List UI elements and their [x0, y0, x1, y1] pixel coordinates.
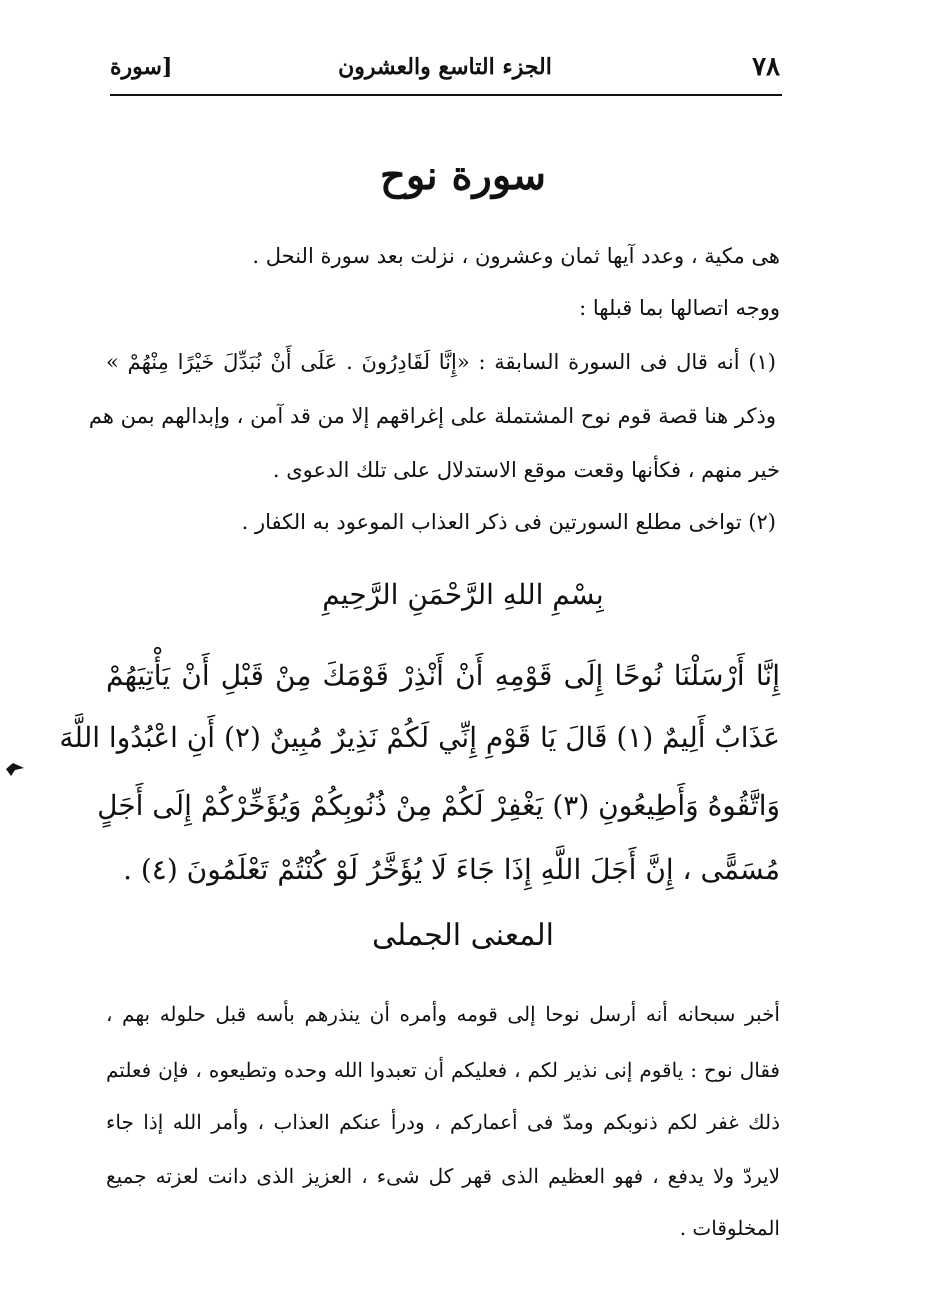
- verse-line: عَذَابٌ أَلِيمٌ (١) قَالَ يَا قَوْمِ إِنِّي لَكُمْ نَذِيرٌ مُبِينٌ (٢) أَنِ اعْبُدُوا اللَّهَ: [59, 721, 780, 754]
- page-header: [110, 52, 780, 96]
- header-divider: [110, 94, 782, 96]
- scan-artifact-mark: [4, 760, 26, 778]
- body-line: المخلوقات .: [679, 1216, 780, 1240]
- verse-line: مُسَمًّى ، إِنَّ أَجَلَ اللَّهِ إِذَا جَاءَ لَا يُؤَخَّرُ لَوْ كُنْتُمْ تَعْلَمُونَ (٤) .: [123, 853, 780, 886]
- running-title: الجزء التاسع والعشرون: [338, 54, 552, 80]
- section-heading: المعنى الجملى: [371, 918, 554, 953]
- body-line: لايردّ ولا يدفع ، فهو العظيم الذى قهر كل شىء ، العزيز الذى دانت لعزته جميع: [106, 1164, 780, 1188]
- surah-title: سورة نوح: [380, 152, 546, 199]
- intro-point-2: (٢) تواخى مطلع السورتين فى ذكر العذاب الموعود به الكفار .: [241, 510, 776, 534]
- basmala: بِسْمِ اللهِ الرَّحْمَنِ الرَّحِيمِ: [322, 578, 604, 611]
- body-line: فقال نوح : ياقوم إنى نذير لكم ، فعليكم أن تعبدوا الله وحده وتطيعوه ، فإن فعلتم: [106, 1058, 780, 1082]
- intro-point-1-line: وذكر هنا قصة قوم نوح المشتملة على إغراقهم إلا من قد آمن ، وإبدالهم بمن هم: [88, 404, 776, 428]
- body-line: أخبر سبحانه أنه أرسل نوحا إلى قومه وأمره أن ينذرهم بأسه قبل حلوله بهم ،: [106, 1002, 780, 1026]
- intro-point-1-line: (١) أنه قال فى السورة السابقة : «إِنَّا لَقَادِرُونَ . عَلَى أَنْ نُبَدِّلَ خَيْرًا مِنْهُمْ »: [106, 350, 776, 374]
- page-number: ٧٨: [752, 52, 780, 82]
- intro-point-1-line: خير منهم ، فكأنها وقعت موقع الاستدلال على تلك الدعوى .: [272, 458, 780, 482]
- verse-line: إِنَّا أَرْسَلْنَا نُوحًا إِلَى قَوْمِهِ أَنْ أَنْذِرْ قَوْمَكَ مِنْ قَبْلِ أَنْ يَأْتِيَهُمْ: [106, 659, 780, 692]
- verse-line: وَاتَّقُوهُ وَأَطِيعُونِ (٣) يَغْفِرْ لَكُمْ مِنْ ذُنُوبِكُمْ وَيُؤَخِّرْكُمْ إِلَى أَجَلٍ: [97, 789, 780, 822]
- intro-line: هى مكية ، وعدد آيها ثمان وعشرون ، نزلت بعد سورة النحل .: [252, 244, 780, 268]
- body-line: ذلك غفر لكم ذنوبكم ومدّ فى أعماركم ، ودرأ عنكم العذاب ، وأمر الله إذا جاء: [106, 1110, 780, 1134]
- intro-line: ووجه اتصالها بما قبلها :: [579, 296, 780, 320]
- section-label: [سورة: [110, 54, 173, 80]
